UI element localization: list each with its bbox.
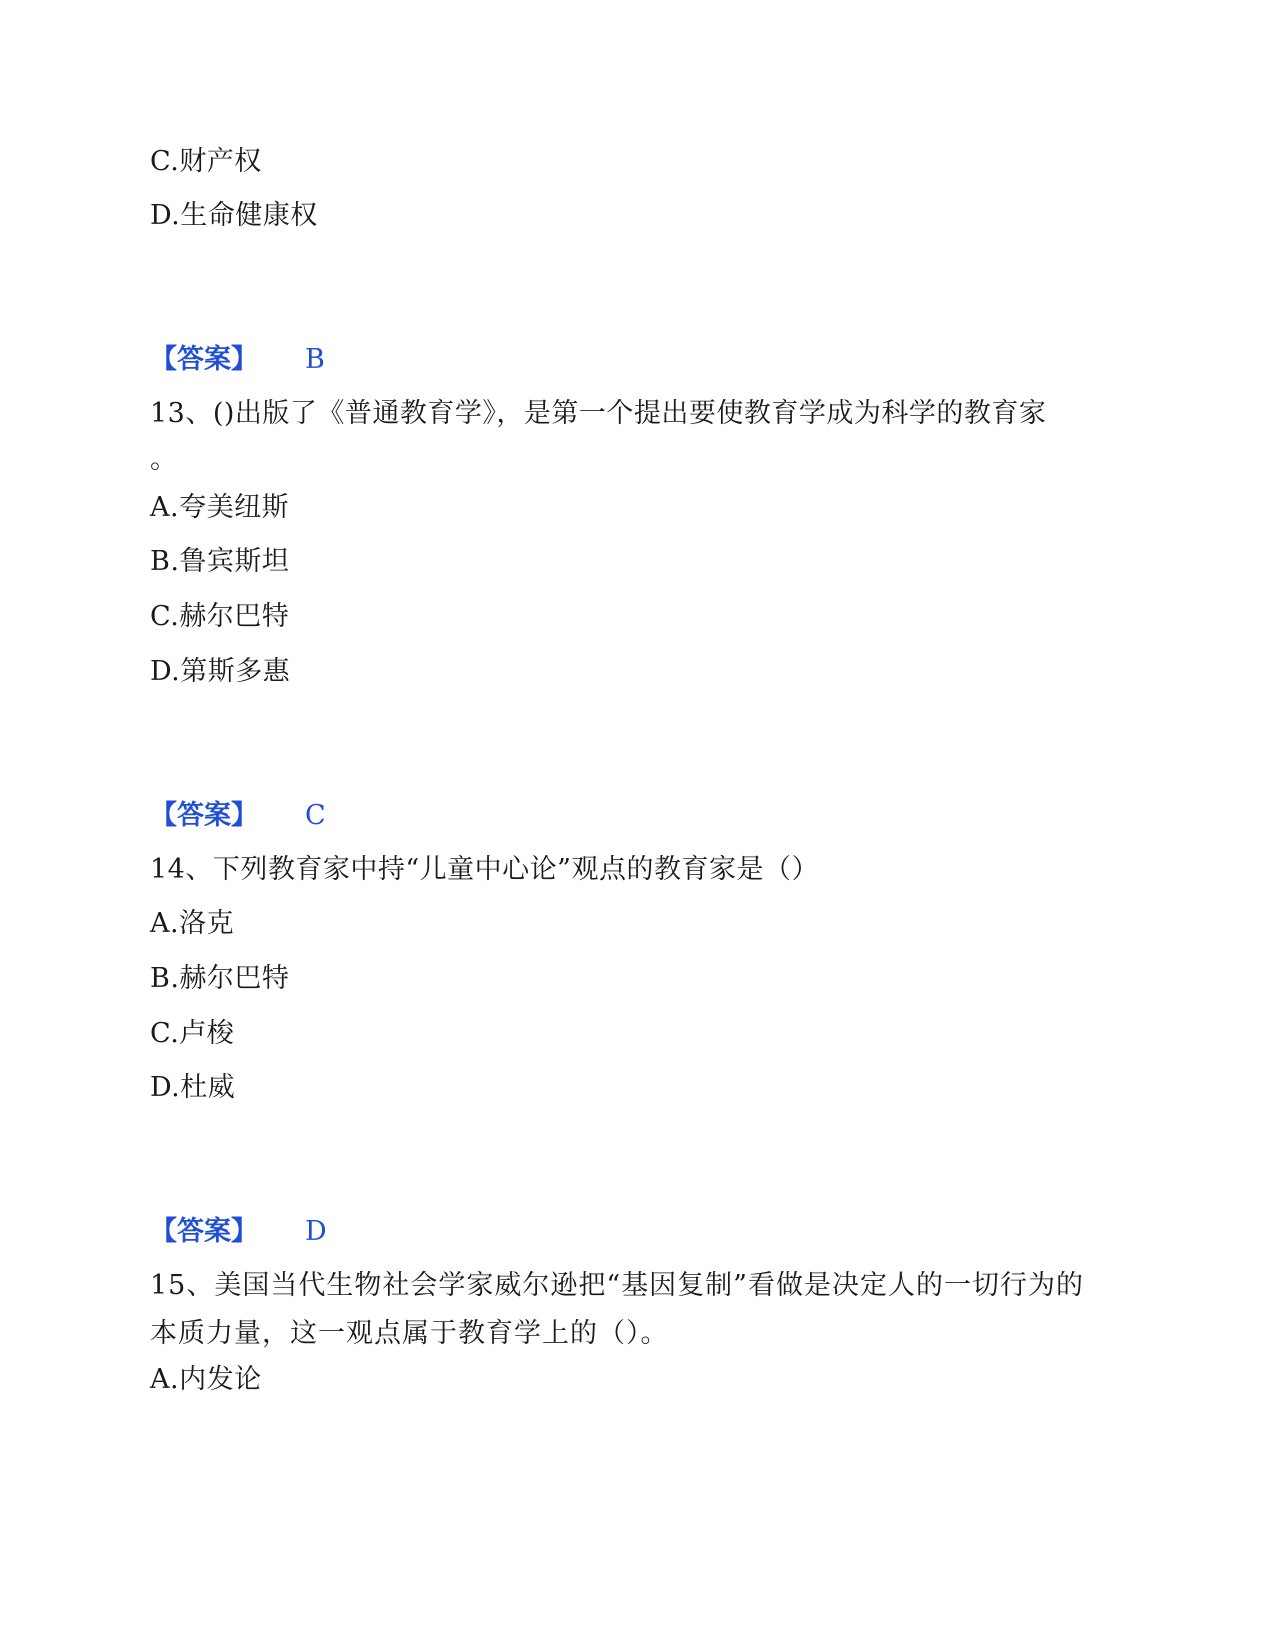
q12-option-c: C.财产权 bbox=[150, 146, 262, 177]
q14-option-d: D.杜威 bbox=[150, 1072, 236, 1103]
q14-stem: 14、下列教育家中持“儿童中心论”观点的教育家是（） bbox=[150, 854, 819, 885]
q14-option-b: B.赫尔巴特 bbox=[150, 963, 290, 994]
answer-value: D bbox=[305, 1216, 327, 1247]
q15-stem: 15、美国当代生物社会学家威尔逊把“基因复制”看做是决定人的一切行为的本质力量，这一观点属于教育学上的（）。 bbox=[150, 1270, 1084, 1349]
q13-option-a: A.夸美纽斯 bbox=[150, 492, 290, 523]
q14-answer bbox=[150, 1216, 327, 1248]
q15-option-a: A.内发论 bbox=[150, 1364, 262, 1395]
q14-option-a: A.洛克 bbox=[150, 908, 235, 939]
q13-answer bbox=[150, 800, 326, 832]
q13-option-d: D.第斯多惠 bbox=[150, 656, 291, 687]
q13-stem-tail: 。 bbox=[150, 444, 178, 475]
answer-value: B bbox=[305, 344, 325, 375]
answer-label: 【答案】 bbox=[150, 1216, 258, 1247]
q12-option-d: D.生命健康权 bbox=[150, 200, 318, 231]
answer-label: 【答案】 bbox=[150, 344, 258, 375]
q13-option-b: B.鲁宾斯坦 bbox=[150, 546, 290, 577]
answer-value: C bbox=[305, 800, 326, 831]
q13-stem: 13、()出版了《普通教育学》，是第一个提出要使教育学成为科学的教育家 bbox=[150, 398, 1047, 429]
q14-option-c: C.卢梭 bbox=[150, 1018, 235, 1049]
q12-answer bbox=[150, 344, 325, 376]
q13-option-c: C.赫尔巴特 bbox=[150, 601, 290, 632]
answer-label: 【答案】 bbox=[150, 800, 258, 831]
